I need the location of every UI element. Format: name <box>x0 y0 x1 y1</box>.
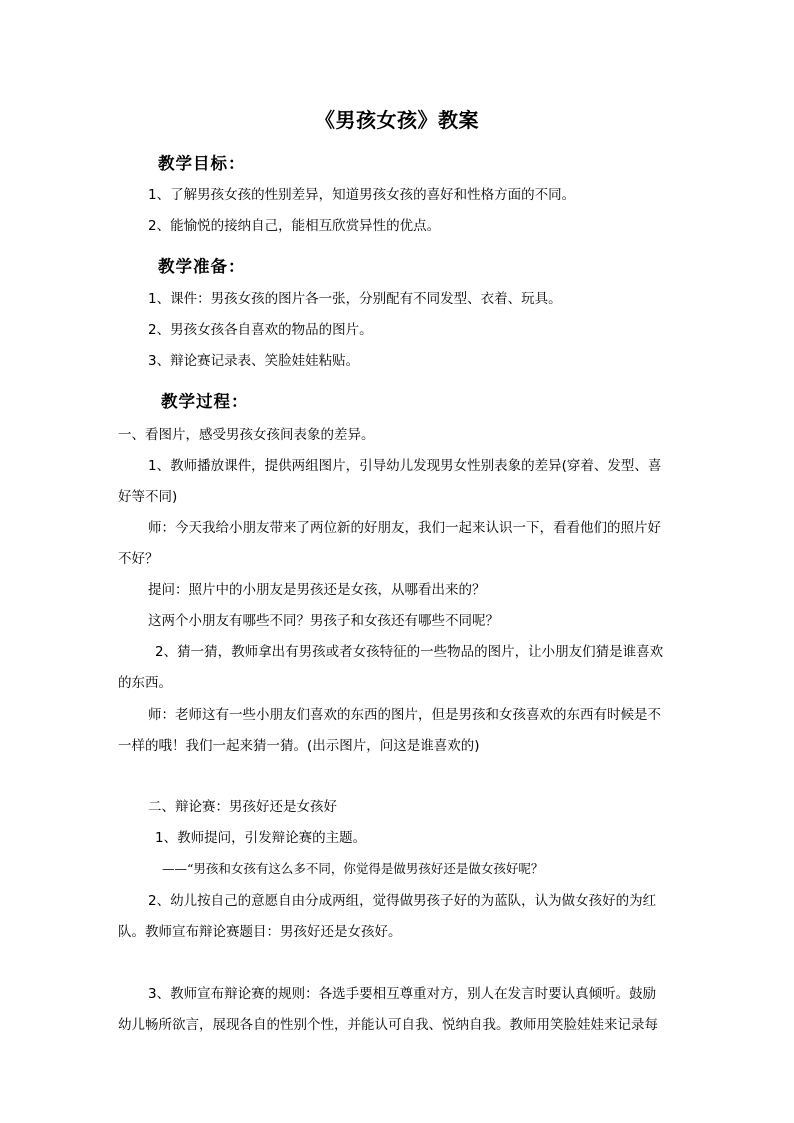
prep-item-2: 2、男孩女孩各自喜欢的物品的图片。 <box>148 322 373 338</box>
process-line-4: 师：今天我给小朋友带来了两位新的好朋友，我们一起来认识一下，看看他们的照片好 <box>148 520 661 536</box>
process-line-12: 二、辩论赛：男孩好还是女孩好 <box>148 799 337 815</box>
prep-item-3: 3、辩论赛记录表、笑脸娃娃粘贴。 <box>148 353 360 369</box>
process-line-18: 幼儿畅所欲言，展现各自的性别个性，并能认可自我、悦纳自我。教师用笑脸娃娃来记录每 <box>118 1017 658 1033</box>
process-line-13: 1、教师提问，引发辩论赛的主题。 <box>155 830 367 846</box>
process-line-17: 3、教师宣布辩论赛的规则：各选手要相互尊重对方，别人在发言时要认真倾听。鼓励 <box>148 986 657 1002</box>
goals-heading: 教学目标： <box>158 154 246 173</box>
process-line-15: 2、幼儿按自己的意愿自由分成两组，觉得做男孩子好的为蓝队，认为做女孩好的为红 <box>148 893 657 909</box>
process-line-1: 一、看图片，感受男孩女孩间表象的差异。 <box>118 427 375 443</box>
process-line-14: ——“男孩和女孩有这么多不同，你觉得是做男孩好还是做女孩好呢？ <box>162 861 544 876</box>
process-line-16: 队。教师宣布辩论赛题目：男孩好还是女孩好。 <box>118 924 402 940</box>
goals-item-2: 2、能愉悦的接纳自己，能相互欣赏异性的优点。 <box>148 218 441 234</box>
prep-item-1: 1、课件：男孩女孩的图片各一张，分别配有不同发型、衣着、玩具。 <box>148 291 562 307</box>
goals-item-1: 1、了解男孩女孩的性别差异，知道男孩女孩的喜好和性格方面的不同。 <box>148 187 576 203</box>
process-line-11: 一样的哦！我们一起来猜一猜。(出示图片，问这是谁喜欢的) <box>118 738 480 754</box>
process-heading: 教学过程： <box>161 392 249 411</box>
process-line-8: 2、猜一猜，教师拿出有男孩或者女孩特征的一些物品的图片，让小朋友们猜是谁喜欢 <box>155 644 664 660</box>
process-line-10: 师：老师这有一些小朋友们喜欢的东西的图片，但是男孩和女孩喜欢的东西有时候是不 <box>148 707 661 723</box>
process-line-5: 不好？ <box>118 551 159 567</box>
document-title: 《男孩女孩》教案 <box>315 108 479 132</box>
process-line-6: 提问：照片中的小朋友是男孩还是女孩，从哪看出来的？ <box>148 582 486 598</box>
prep-heading: 教学准备： <box>158 257 246 276</box>
process-line-7: 这两个小朋友有哪些不同？男孩子和女孩还有哪些不同呢？ <box>148 613 499 629</box>
process-line-9: 的东西。 <box>118 675 172 691</box>
process-line-3: 好等不同) <box>118 489 178 505</box>
process-line-2: 1、教师播放课件，提供两组图片，引导幼儿发现男女性别表象的差异(穿着、发型、喜 <box>148 458 662 474</box>
